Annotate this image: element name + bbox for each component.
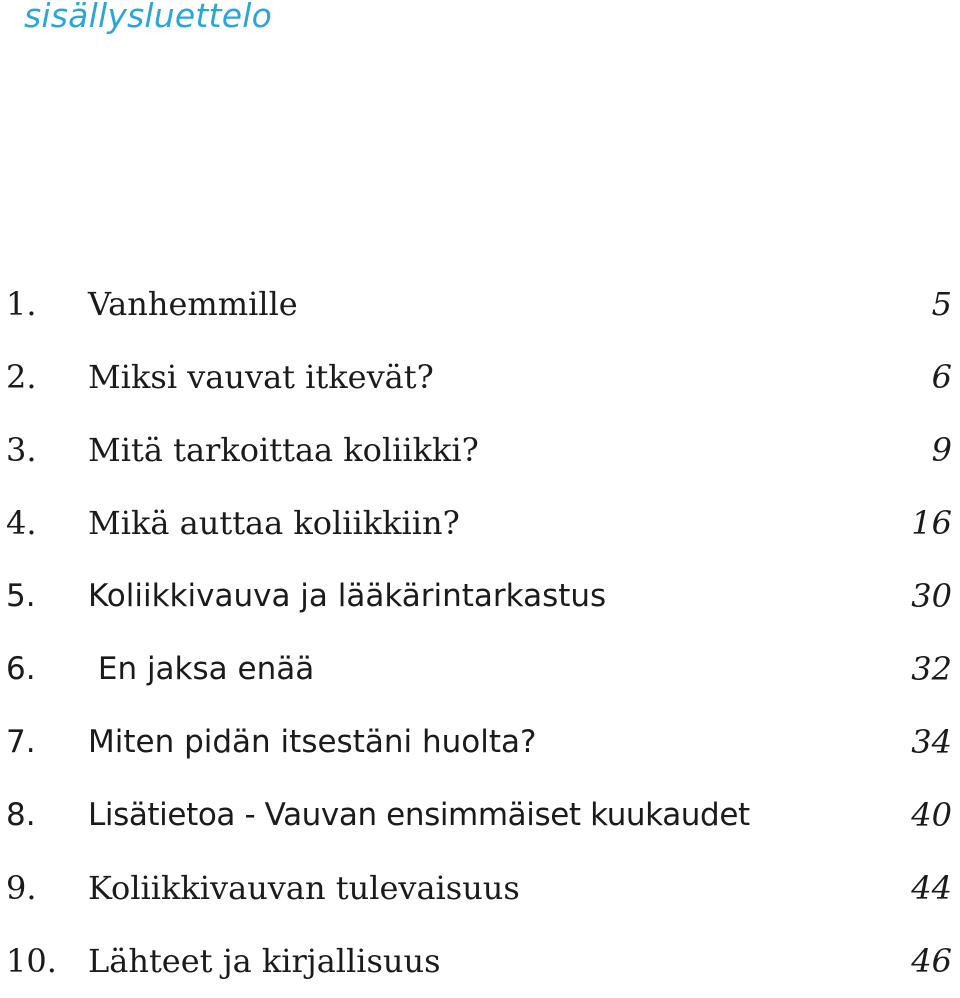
toc-entry-title: Mitä tarkoittaa koliikki? [88, 431, 479, 469]
toc-entry-title: En jaksa enää [88, 651, 315, 687]
toc-entry-4[interactable] [0, 487, 960, 560]
toc-entry-number: 4. [6, 504, 37, 542]
toc-entry-page: 30 [911, 577, 952, 615]
toc-entry-page: 6 [931, 358, 952, 396]
toc-entry-title: Vanhemmille [88, 285, 298, 323]
toc-entry-page: 46 [911, 942, 952, 980]
table-of-contents [0, 268, 960, 998]
toc-entry-number: 8. [6, 797, 36, 833]
toc-entry-7[interactable] [0, 706, 960, 779]
toc-entry-title: Koliikkivauvan tulevaisuus [88, 869, 520, 907]
toc-entry-page: 44 [911, 869, 952, 907]
toc-entry-page: 34 [911, 723, 952, 761]
toc-entry-1[interactable] [0, 268, 960, 341]
toc-entry-5[interactable] [0, 560, 960, 633]
toc-entry-title: Lisätietoa - Vauvan ensimmäiset kuukaudet [88, 797, 750, 833]
toc-entry-page: 9 [931, 431, 952, 469]
toc-entry-9[interactable] [0, 852, 960, 925]
toc-entry-number: 10. [6, 942, 57, 980]
toc-entry-number: 7. [6, 724, 36, 760]
toc-entry-title: Lähteet ja kirjallisuus [88, 942, 441, 980]
toc-entry-number: 3. [6, 431, 37, 469]
toc-entry-3[interactable] [0, 414, 960, 487]
toc-entry-page: 32 [911, 650, 952, 688]
toc-entry-10[interactable] [0, 925, 960, 998]
toc-entry-title: Mikä auttaa koliikkiin? [88, 504, 460, 542]
toc-entry-title: Koliikkivauva ja lääkärintarkastus [88, 578, 607, 614]
toc-entry-number: 1. [6, 285, 37, 323]
toc-entry-page: 5 [931, 285, 952, 323]
toc-entry-number: 6. [6, 651, 36, 687]
toc-entry-page: 16 [911, 504, 952, 542]
toc-entry-number: 5. [6, 578, 36, 614]
toc-entry-8[interactable] [0, 779, 960, 852]
toc-entry-title: Miten pidän itsestäni huolta? [88, 724, 537, 760]
toc-entry-number: 2. [6, 358, 37, 396]
toc-entry-title: Miksi vauvat itkevät? [88, 358, 434, 396]
toc-entry-number: 9. [6, 869, 37, 907]
toc-entry-page: 40 [911, 796, 952, 834]
toc-entry-2[interactable] [0, 341, 960, 414]
page-title: sisällysluettelo [24, 0, 272, 35]
toc-entry-6[interactable] [0, 633, 960, 706]
